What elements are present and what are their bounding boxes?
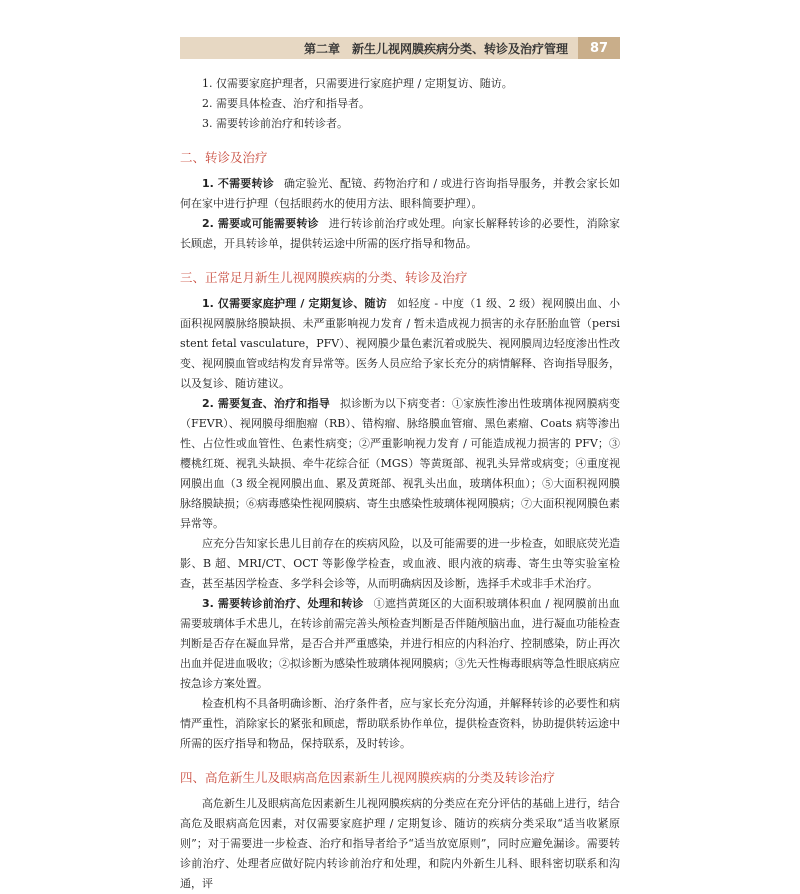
paragraph-text: 高危新生儿及眼病高危因素新生儿视网膜疾病的分类应在充分评估的基础上进行，结合高危及眼病高危因素，对仅需要家庭护理 / 定期复诊、随访的疾病分类采取“适当收紧原则”；对于需要进一步检查、治疗和指导者给予“适当放宽原则”，同时应避免漏诊。需要转诊前治疗、处理者应做好院内转诊前治疗和处理，和院内外新生儿科、眼科密切联系和沟通，评 bbox=[180, 797, 620, 890]
paragraph-text: 应充分告知家长患儿目前存在的疾病风险，以及可能需要的进一步检查，如眼底荧光造影、B 超、MRI/CT、OCT 等影像学检查，或血液、眼内液的病毒、寄生虫等实验室检查，甚至基因学检查、多学科会诊等，从而明确病因及诊断，选择手术或非手术治疗。 bbox=[180, 537, 620, 590]
paragraph bbox=[180, 594, 620, 694]
paragraph bbox=[180, 534, 620, 594]
paragraph-lead: 1. 仅需要家庭护理 / 定期复诊、随访 bbox=[202, 297, 387, 310]
paragraph bbox=[180, 214, 620, 254]
paragraph-lead: 2. 需要或可能需要转诊 bbox=[202, 217, 319, 230]
page-body bbox=[180, 74, 620, 894]
paragraph-text: 拟诊断为以下病变者：①家族性渗出性玻璃体视网膜病变（FEVR）、视网膜母细胞瘤（RB）、错构瘤、脉络膜血管瘤、黑色素瘤、Coats 病等渗出性、占位性或血管性、色素性病变；②严重影响视力发育 / 可能造成视力损害的 PFV；③樱桃红斑、视乳头缺损、牵牛花综合征（MGS）等黄斑部、视乳头异常或病变；④重度视网膜出血（3 级全视网膜出血、累及黄斑部、视乳头出血，玻璃体积血）；⑤大面积视网膜脉络膜缺损；⑥病毒感染性视网膜病、寄生虫感染性玻璃体视网膜病；⑦大面积视网膜色素异常等。 bbox=[180, 397, 620, 530]
list-item: 2. 需要具体检查、治疗和指导者。 bbox=[202, 97, 370, 110]
paragraph bbox=[180, 174, 620, 214]
paragraph bbox=[180, 394, 620, 534]
paragraph-text: 进行转诊前治疗或处理。向家长解释转诊的必要性，消除家长顾虑，开具转诊单，提供转运途中所需的医疗指导和物品。 bbox=[180, 217, 620, 250]
page-number: 87 bbox=[578, 37, 620, 59]
paragraph-text: 检查机构不具备明确诊断、治疗条件者，应与家长充分沟通，并解释转诊的必要性和病情严重性，消除家长的紧张和顾虑，帮助联系协作单位，提供检查资料，协助提供转运途中所需的医疗指导和物品，保持联系，及时转诊。 bbox=[180, 697, 620, 750]
paragraph bbox=[180, 794, 620, 894]
paragraph bbox=[180, 294, 620, 394]
running-header bbox=[180, 37, 620, 59]
section-heading-referral: 二、转诊及治疗 bbox=[180, 150, 268, 165]
paragraph-text: 确定验光、配镜、药物治疗和 / 或进行咨询指导服务，并教会家长如何在家中进行护理（包括眼药水的使用方法、眼科简要护理）。 bbox=[180, 177, 620, 210]
chapter-title: 第二章 新生儿视网膜疾病分类、转诊及治疗管理 bbox=[303, 41, 568, 56]
paragraph-lead: 3. 需要转诊前治疗、处理和转诊 bbox=[202, 597, 364, 610]
list-item: 1. 仅需要家庭护理者，只需要进行家庭护理 / 定期复访、随访。 bbox=[202, 77, 513, 90]
list-item: 3. 需要转诊前治疗和转诊者。 bbox=[202, 117, 348, 130]
section-heading-term-newborn: 三、正常足月新生儿视网膜疾病的分类、转诊及治疗 bbox=[180, 270, 468, 285]
paragraph-text: ①遮挡黄斑区的大面积玻璃体积血 / 视网膜前出血需要玻璃体手术患儿，在转诊前需完善头颅检查判断是否伴随颅脑出血，进行凝血功能检查判断是否存在凝血异常，是否合并严重感染，并进行相应的内科治疗、控制感染，防止再次出血并促进血吸收；②拟诊断为感染性玻璃体视网膜病；③先天性梅毒眼病等急性眼底病应按急诊方案处置。 bbox=[180, 597, 620, 690]
paragraph-lead: 1. 不需要转诊 bbox=[202, 177, 274, 190]
intro-list bbox=[180, 74, 620, 134]
section-heading-high-risk: 四、高危新生儿及眼病高危因素新生儿视网膜疾病的分类及转诊治疗 bbox=[180, 770, 556, 785]
paragraph bbox=[180, 694, 620, 754]
paragraph-text: 如轻度 - 中度（1 级、2 级）视网膜出血、小面积视网膜脉络膜缺损、未严重影响视力发育 / 暂未造成视力损害的永存胚胎血管（persistent fetal vasculature，PFV）、视网膜少量色素沉着或脱失、视网膜周边轻度渗出性改变、视网膜血管或结构发育异常等。医务人员应给予家长充分的病情解释、咨询指导服务，以及复诊、随访建议。 bbox=[180, 297, 620, 390]
paragraph-lead: 2. 需要复查、治疗和指导 bbox=[202, 397, 330, 410]
